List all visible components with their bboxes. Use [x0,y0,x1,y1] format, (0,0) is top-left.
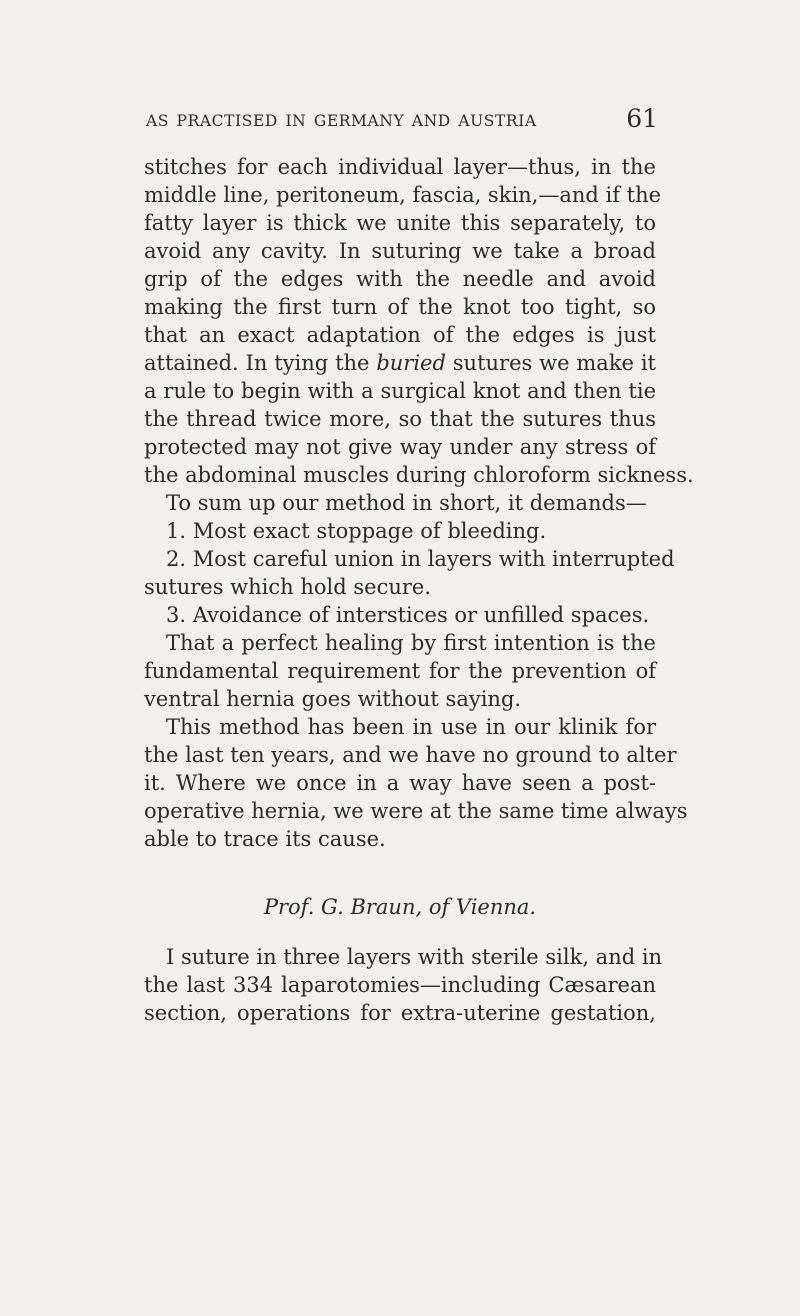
section-heading: Prof. G. Braun, of Vienna. [263,895,537,919]
page-number: 61 [626,104,658,133]
italic-word: buried [376,351,446,375]
text-line: ventral hernia goes without saying. [144,687,522,711]
text-line: operative hernia, we were at the same time always [144,799,688,823]
text-line: avoid any cavity. In suturing we take a broad [144,239,656,263]
list-item: 2. Most careful union in layers with interrupted [166,547,675,571]
text-line: I suture in three layers with sterile silk, and in [166,945,663,969]
text-line: protected may not give way under any stress of [144,435,656,459]
text-line: sutures which hold secure. [144,575,431,599]
running-title: AS PRACTISED IN GERMANY AND AUSTRIA [146,112,537,130]
text-line: grip of the edges with the needle and avoid [144,267,656,291]
text-fragment: sutures we make it [452,351,656,375]
text-fragment: attained. In tying the [144,351,370,375]
text-line: able to trace its cause. [144,827,386,851]
text-line: the thread twice more, so that the sutures thus [144,407,656,431]
text-line: fatty layer is thick we unite this separately, to [144,211,656,235]
text-line: the last ten years, and we have no ground to alter [144,743,677,767]
running-head [146,100,658,140]
text-line: stitches for each individual layer—thus, in the [144,155,656,179]
text-line: middle line, peritoneum, fascia, skin,—and if the [144,183,662,207]
text-line: making the first turn of the knot too tight, so [144,295,656,319]
text-line: fundamental requirement for the prevention of [144,659,656,683]
text-line: To sum up our method in short, it demands— [166,491,647,515]
text-line [144,349,656,377]
text-line: This method has been in use in our klinik for [166,715,656,739]
text-line: section, operations for extra-uterine gestation, [144,1001,656,1025]
text-line: a rule to begin with a surgical knot and then tie [144,379,656,403]
text-line: That a perfect healing by first intention is the [166,631,656,655]
text-line: the abdominal muscles during chloroform sickness. [144,463,694,487]
text-line: the last 334 laparotomies—including Cæsarean [144,973,656,997]
list-item: 1. Most exact stoppage of bleeding. [166,519,547,543]
text-line: that an exact adaptation of the edges is just [144,323,656,347]
text-line: it. Where we once in a way have seen a post- [144,771,656,795]
list-item: 3. Avoidance of interstices or unfilled spaces. [166,603,650,627]
